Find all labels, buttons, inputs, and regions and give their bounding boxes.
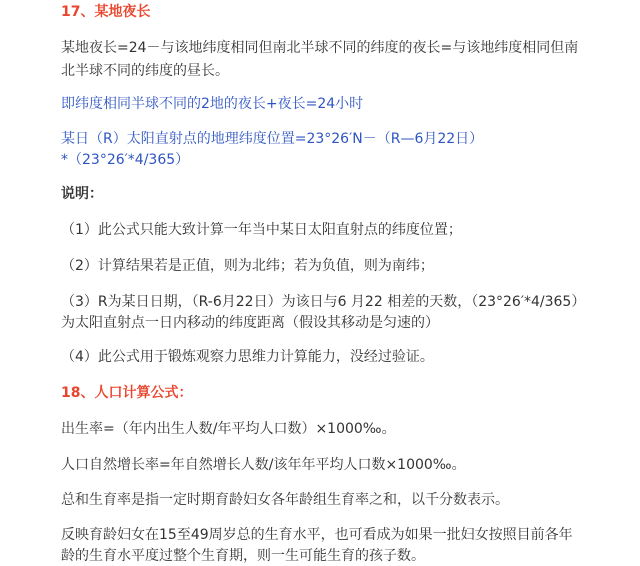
section-17-note-1: （1）此公式只能大致计算一年当中某日太阳直射点的纬度位置；: [61, 222, 462, 238]
section-17-heading: 17、某地夜长: [61, 4, 151, 20]
section-17-note-4: （4）此公式用于锻炼观察力思维力计算能力，没经过验证。: [61, 349, 434, 365]
section-18-reflect-line-2: 龄的生育水平度过整个生育期，则一生可能生育的孩子数。: [61, 548, 425, 564]
section-17-highlight-2-line-2: *（23°26′*4/365）: [61, 152, 190, 168]
section-17-paragraph-line-1: 某地夜长=24－与该地纬度相同但南北半球不同的纬度的夜长=与该地纬度相同但南: [61, 40, 579, 56]
section-17-highlight-2-line-1: 某日（R）太阳直射点的地理纬度位置=23°26′N－（R—6月22日）: [61, 131, 484, 147]
section-17-note-3-line-1: （3）R为某日日期，（R-6月22日）为该日与6 月22 相差的天数，（23°26′*4/365）: [61, 294, 586, 310]
section-17-paragraph-line-2: 北半球不同的纬度的昼长。: [61, 63, 229, 79]
section-18-total-fertility-rate: 总和生育率是指一定时期育龄妇女各年龄组生育率之和，以千分数表示。: [61, 492, 509, 508]
section-18-birth-rate: 出生率=（年内出生人数/年平均人口数）×1000‰。: [61, 421, 396, 437]
section-17-note-3-line-2: 为太阳直射点一日内移动的纬度距离（假设其移动是匀速的）: [61, 315, 439, 331]
section-18-natural-growth-rate: 人口自然增长率=年自然增长人数/该年年平均人口数×1000‰。: [61, 457, 466, 473]
section-17-highlight-1: 即纬度相同半球不同的2地的夜长+夜长=24小时: [61, 96, 364, 112]
section-18-heading: 18、人口计算公式：: [61, 385, 193, 401]
section-17-note-label: 说明：: [61, 186, 103, 202]
section-17-note-2: （2）计算结果若是正值，则为北纬；若为负值，则为南纬；: [61, 258, 434, 274]
section-18-reflect-line-1: 反映育龄妇女在15至49周岁总的生育水平，也可看成为如果一批妇女按照目前各年: [61, 527, 573, 543]
